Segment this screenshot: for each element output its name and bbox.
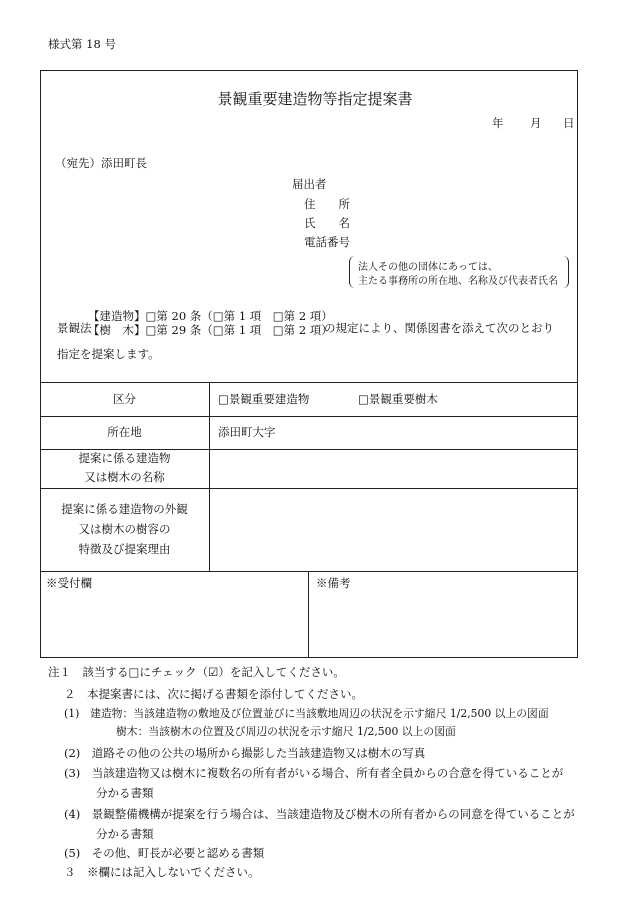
law-prefix: 景観法	[57, 321, 92, 335]
note-2-3b: 分かる書類	[96, 786, 154, 800]
date-day: 日	[563, 116, 575, 130]
corporate-note-line2: 主たる事務所の所在地、名称及び代表者氏名	[358, 276, 558, 287]
corporate-note-line1: 法人その他の団体にあっては、	[358, 262, 498, 273]
note-2-1a: (1) 建造物：当該建造物の敷地及び位置並びに当該敷地周辺の状況を示す縮尺 1/2,500 以上の図面	[64, 707, 549, 720]
reason-label-line1: 提案に係る建造物の外観	[61, 502, 188, 516]
form-number: 様式第 18 号	[48, 37, 116, 51]
note-2-1b: 樹木：当該樹木の位置及び周辺の状況を示す縮尺 1/2,500 以上の図面	[116, 725, 456, 738]
category-option-tree[interactable]: □景観重要樹木	[358, 392, 438, 406]
note-3: ３ ※欄には記入しないでください。	[64, 865, 260, 879]
reason-label-line2: 又は樹木の樹容の	[78, 522, 171, 536]
divider-reason	[40, 571, 578, 572]
date-year: 年	[492, 116, 504, 130]
name-field[interactable]	[212, 452, 572, 484]
divider-reception-remarks	[308, 571, 309, 658]
note-2: ２ 本提案書には、次に掲げる書類を添付してください。	[64, 687, 363, 701]
law-line-tree: 【樹 木】□第 29 条（□第 1 項 □第 2 項）	[88, 323, 333, 337]
category-label: 区分	[113, 392, 136, 406]
remarks-label: ※備考	[316, 576, 351, 590]
applicant-name-label: 氏 名	[304, 216, 350, 230]
reason-field[interactable]	[212, 491, 572, 568]
divider-header	[40, 382, 578, 383]
note-2-3a: (3) 当該建造物又は樹木に複数名の所有者がいる場合、所有者全員からの合意を得ていることが	[64, 766, 564, 780]
applicant-heading: 届出者	[292, 177, 327, 191]
reception-label: ※受付欄	[46, 576, 92, 590]
note-2-2: (2) 道路その他の公共の場所から撮影した当該建造物又は樹木の写真	[64, 746, 426, 760]
name-label-line2: 又は樹木の名称	[84, 470, 165, 484]
divider-label-column	[209, 382, 210, 571]
applicant-phone-label: 電話番号	[304, 235, 350, 249]
location-value[interactable]: 添田町大字	[218, 425, 276, 439]
divider-category	[40, 416, 578, 417]
location-label: 所在地	[107, 425, 142, 439]
applicant-address-label: 住 所	[304, 197, 350, 211]
document-title: 景観重要建造物等指定提案書	[217, 90, 413, 108]
name-label-line1: 提案に係る建造物	[78, 451, 171, 465]
note-1: 注１ 該当する□にチェック（☑）を記入してください。	[48, 665, 345, 679]
note-2-4b: 分かる書類	[96, 827, 154, 841]
law-suffix: の規定により、関係図書を添えて次のとおり	[324, 321, 554, 335]
law-proposal-line: 指定を提案します。	[57, 347, 160, 361]
category-option-building[interactable]: □景観重要建造物	[218, 392, 310, 406]
addressee: （宛先）添田町長	[55, 156, 147, 170]
law-line-building: 【建造物】□第 20 条（□第 1 項 □第 2 項）	[88, 309, 333, 323]
note-2-4a: (4) 景観整備機構が提案を行う場合は、当該建造物及び樹木の所有者からの同意を得ていることが	[64, 807, 575, 821]
reason-label-line3: 特徴及び提案理由	[78, 542, 171, 556]
date-month: 月	[530, 116, 542, 130]
divider-name	[40, 488, 578, 489]
note-2-5: (5) その他、町長が必要と認める書類	[64, 846, 265, 860]
